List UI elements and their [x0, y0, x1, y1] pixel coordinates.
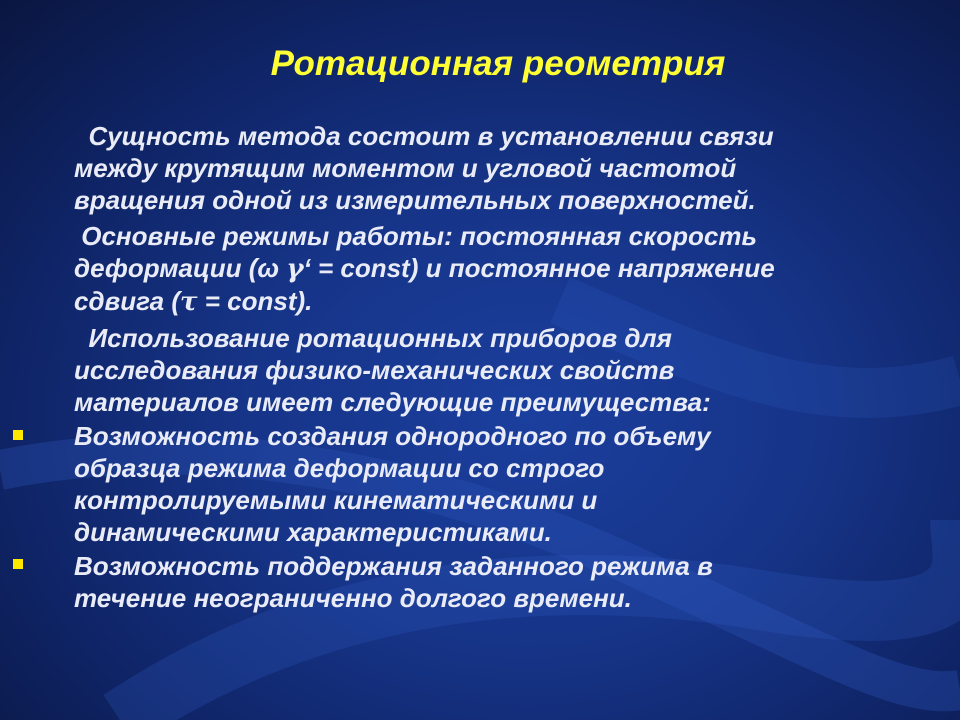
gamma-symbol: γ	[286, 254, 304, 284]
text-line: Возможность поддержания заданного режима в	[74, 551, 713, 581]
text-line: динамическими характеристиками.	[74, 517, 552, 547]
bullet-item-sustained-mode	[74, 550, 944, 614]
text-fragment: = const).	[197, 286, 313, 316]
text-line: Сущность метода состоит в установлении связи	[74, 121, 774, 151]
text-fragment: деформации (ω	[74, 253, 287, 283]
text-line: между крутящим моментом и угловой частотой	[74, 153, 737, 183]
bullet-item-uniform-deformation	[74, 420, 944, 548]
text-line: течение неограниченно долгого времени.	[74, 583, 632, 613]
tau-symbol: τ	[180, 287, 198, 317]
text-line: контролируемыми кинематическими и	[74, 485, 598, 515]
square-bullet-icon	[13, 559, 23, 569]
text-line: Основные режимы работы: постоянная скорость	[74, 221, 757, 251]
text-line	[74, 285, 944, 318]
text-fragment: сдвига (	[74, 286, 180, 316]
text-line: исследования физико-механических свойств	[74, 355, 675, 385]
text-fragment: ‘ = const) и постоянное напряжение	[303, 253, 775, 283]
text-line: образца режима деформации со строго	[74, 453, 605, 483]
paragraph-method-essence	[74, 120, 944, 216]
slide-title: Ротационная реометрия	[270, 44, 726, 83]
text-line: вращения одной из измерительных поверхностей.	[74, 185, 756, 215]
text-line	[74, 252, 944, 285]
text-line: материалов имеет следующие преимущества:	[74, 387, 711, 417]
paragraph-operating-modes	[74, 220, 944, 318]
text-line: Использование ротационных приборов для	[74, 323, 672, 353]
square-bullet-icon	[13, 430, 23, 440]
paragraph-advantages-intro	[74, 322, 944, 418]
text-line: Возможность создания однородного по объему	[74, 421, 711, 451]
